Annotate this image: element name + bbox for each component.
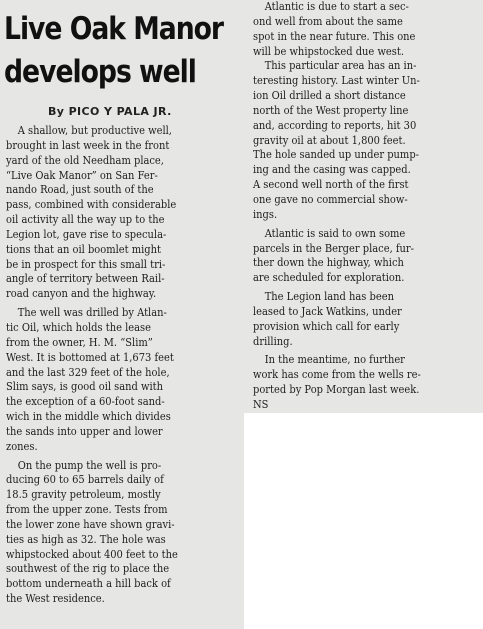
text-line: The Legion land has been: [264, 290, 394, 304]
text-line: oil activity all the way up to the: [6, 213, 165, 227]
text-line: angle of territory between Rail-: [6, 272, 165, 286]
text-line: This particular area has an in-: [264, 59, 417, 73]
text-line: “Live Oak Manor” on San Fer-: [6, 168, 158, 182]
text-line: and, according to reports, hit 30: [253, 118, 417, 132]
text-line: A second well north of the first: [253, 178, 409, 192]
text-line: In the meantime, no further: [264, 353, 405, 367]
text-line: On the pump the well is pro-: [17, 458, 162, 472]
left-column-body: [6, 124, 178, 607]
text-line: whipstocked about 400 feet to the: [6, 547, 178, 561]
headline-line-1: Live Oak Manor: [4, 11, 224, 47]
right-column-body: [253, 0, 421, 413]
text-line: the sands into upper and lower: [6, 424, 163, 438]
text-line: wich in the middle which divides: [6, 410, 171, 424]
text-line: teresting history. Last winter Un-: [253, 74, 420, 88]
text-line: provision which call for early: [253, 319, 400, 333]
text-line: and the last 329 feet of the hole,: [6, 365, 170, 379]
text-line: are scheduled for exploration.: [253, 271, 405, 285]
text-line: gravity oil at about 1,800 feet.: [253, 133, 406, 147]
text-line: West. It is bottomed at 1,673 feet: [6, 350, 174, 364]
text-line: ion Oil drilled a short distance: [253, 89, 406, 103]
text-line: spot in the near future. This one: [253, 29, 416, 43]
text-line: the exception of a 60-foot sand-: [6, 395, 165, 409]
text-line: road canyon and the highway.: [6, 287, 157, 301]
text-line: the West residence.: [6, 592, 105, 606]
text-line: ings.: [253, 207, 278, 221]
text-line: Atlantic is said to own some: [264, 226, 406, 240]
text-line: ther down the highway, which: [253, 256, 404, 270]
text-line: Slim says, is good oil sand with: [6, 380, 164, 394]
text-line: pass, combined with considerable: [6, 198, 177, 212]
headline-line-2: develops well: [4, 54, 196, 90]
text-line: zones.: [6, 439, 38, 453]
text-line: 18.5 gravity petroleum, mostly: [6, 488, 161, 502]
text-line: yard of the old Needham place,: [6, 153, 164, 167]
byline: By PICO Y PALA JR.: [48, 105, 172, 118]
text-line: will be whipstocked due west.: [253, 44, 404, 58]
right-column-clipping: [244, 0, 483, 413]
text-line: A shallow, but productive well,: [17, 124, 172, 137]
text-line: ducing 60 to 65 barrels daily of: [6, 473, 164, 487]
text-line: work has come from the wells re-: [253, 368, 421, 382]
text-line: tic Oil, which holds the lease: [6, 320, 151, 334]
text-line: one gave no commercial show-: [253, 192, 408, 206]
text-line: from the owner, H. M. “Slim”: [6, 335, 153, 349]
text-line: the lower zone have shown gravi-: [6, 517, 175, 531]
text-line: The hole sanded up under pump-: [253, 148, 420, 162]
text-line: drilling.: [253, 334, 293, 348]
text-line: ing and the casing was capped.: [253, 163, 411, 177]
text-line: NS: [253, 397, 269, 411]
text-line: Legion lot, gave rise to specula-: [6, 227, 167, 241]
text-line: north of the West property line: [253, 103, 409, 117]
text-line: ties as high as 32. The hole was: [6, 532, 166, 546]
text-line: southwest of the rig to place the: [6, 562, 170, 576]
text-line: parcels in the Berger place, fur-: [253, 241, 414, 255]
text-line: nando Road, just south of the: [6, 183, 154, 197]
text-line: bottom underneath a hill back of: [6, 577, 171, 591]
text-line: from the upper zone. Tests from: [6, 503, 168, 517]
text-line: The well was drilled by Atlan-: [17, 306, 167, 320]
text-line: ond well from about the same: [253, 14, 403, 28]
text-line: be in prospect for this small tri-: [6, 257, 166, 271]
text-line: leased to Jack Watkins, under: [253, 304, 402, 318]
text-line: ported by Pop Morgan last week.: [253, 383, 420, 397]
text-line: Atlantic is due to start a sec-: [264, 0, 409, 13]
text-line: tions that an oil boomlet might: [6, 242, 161, 256]
text-line: brought in last week in the front: [6, 138, 170, 152]
